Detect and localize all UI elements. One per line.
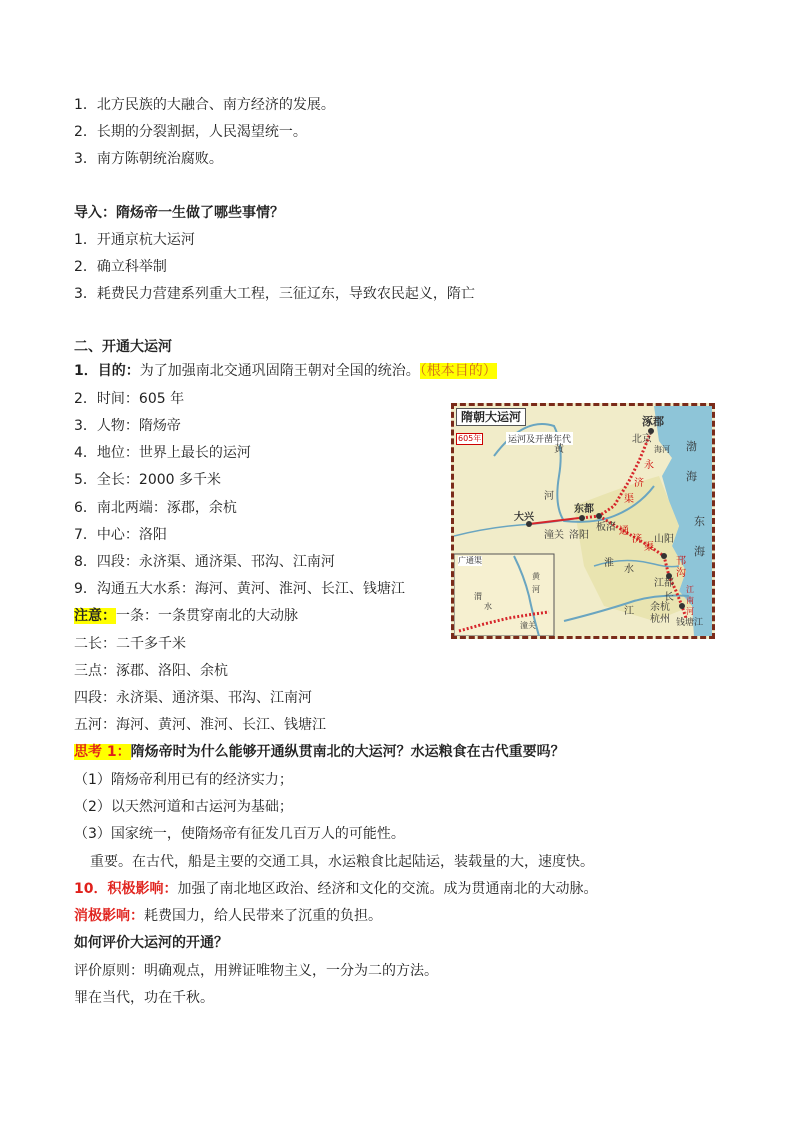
purpose-tag: （根本目的） — [419, 363, 497, 379]
label-qiantang: 钱塘江 — [676, 618, 704, 628]
note-line — [74, 606, 298, 626]
map-legend-year: 605年 — [458, 434, 482, 443]
label-dongdu: 东都 — [574, 504, 594, 515]
fact-person: 3．人物：隋炀帝 — [74, 418, 181, 434]
label-donghai-2: 海 — [694, 545, 705, 558]
label-zhuojun: 涿郡 — [642, 415, 664, 428]
reason-1: （1）隋炀帝利用已有的经济实力； — [74, 772, 293, 788]
label-inset-wei: 渭 — [474, 592, 482, 601]
label-huang: 黄 — [554, 444, 564, 455]
eval-question: 如何评价大运河的开通？ — [74, 935, 228, 951]
purpose-text: 为了加强南北交通巩固隋王朝对全国的统治。 — [139, 363, 420, 379]
sui-canal-map — [451, 403, 715, 639]
note-item-2: 二长：二千多千米 — [74, 636, 186, 652]
label-han: 邗 — [676, 556, 686, 567]
negative-text: 耗费国力，给人民带来了沉重的负担。 — [144, 908, 382, 924]
section-heading: 二、开通大运河 — [74, 339, 172, 355]
intro-item-1: 1．北方民族的大融合、南方经济的发展。 — [74, 97, 335, 113]
label-yuhang: 余杭 — [650, 602, 670, 613]
label-haihe: 海河 — [654, 445, 670, 454]
lead-item-3: 3．耗费民力营建系列重大工程，三征辽东，导致农民起义，隋亡 — [74, 286, 475, 302]
lead-question: 导入：隋炀帝一生做了哪些事情？ — [74, 205, 284, 221]
map-legend-text: 运河及开凿年代 — [506, 432, 573, 445]
city-luoyang — [579, 515, 585, 521]
fact-center: 7．中心：洛阳 — [74, 527, 167, 543]
label-shui: 水 — [624, 564, 634, 575]
positive-label: 10．积极影响： — [74, 881, 178, 897]
positive-line — [74, 879, 597, 899]
think-line — [74, 742, 565, 762]
positive-text: 加强了南北地区政治、经济和文化的交流。成为贯通南北的大动脉。 — [177, 881, 598, 897]
note-item-3: 三点：涿郡、洛阳、余杭 — [74, 663, 228, 679]
fact-length: 5．全长：2000 多千米 — [74, 472, 221, 488]
label-qu: 渠 — [624, 494, 634, 505]
label-tong: 通 — [619, 526, 629, 537]
note-text: 一条：一条贯穿南北的大动脉 — [116, 608, 298, 624]
fact-sections: 8．四段：永济渠、通济渠、邗沟、江南河 — [74, 554, 335, 570]
label-qu2: 渠 — [644, 542, 654, 553]
inset-frame — [454, 554, 554, 636]
label-bohai-1: 渤 — [686, 440, 697, 453]
label-shanyang: 山阳 — [654, 534, 674, 545]
fact-rivers: 9．沟通五大水系：海河、黄河、淮河、长江、钱塘江 — [74, 581, 405, 597]
label-daxing: 大兴 — [514, 512, 534, 523]
reason-2: （2）以天然河道和古运河为基础； — [74, 799, 293, 815]
label-ji: 济 — [634, 478, 644, 489]
map-inset-label: 广通渠 — [458, 556, 482, 565]
label-tongguan: 潼关 — [544, 530, 564, 541]
importance-text: 重要。在古代，船是主要的交通工具，水运粮食比起陆运，装载量的大，速度快。 — [90, 854, 594, 870]
city-yuhang — [679, 603, 685, 609]
label-gou: 沟 — [676, 568, 686, 579]
lead-item-1: 1．开通京杭大运河 — [74, 232, 195, 248]
label-jiangnan: 江南河 — [686, 585, 694, 616]
city-shanyang — [661, 553, 667, 559]
city-banzhu — [596, 513, 602, 519]
label-ji2: 济 — [632, 534, 642, 545]
eval-principle: 评价原则：明确观点，用辨证唯物主义，一分为二的方法。 — [74, 963, 438, 979]
fact-time: 2．时间：605 年 — [74, 391, 185, 407]
think-label: 思考 1： — [74, 744, 131, 760]
label-he: 河 — [544, 491, 554, 502]
label-inset-shui: 水 — [484, 602, 492, 611]
label-beijing: 北京 — [632, 434, 652, 445]
label-hangzhou: 杭州 — [650, 614, 670, 625]
label-luoyang: 洛阳 — [569, 530, 589, 541]
negative-label: 消极影响： — [74, 908, 144, 924]
purpose-line — [74, 361, 497, 381]
fact-ends: 6．南北两端：涿郡，余杭 — [74, 500, 237, 516]
note-item-5: 五河：海河、黄河、淮河、长江、钱塘江 — [74, 717, 326, 733]
label-inset-tongguan: 潼关 — [520, 621, 536, 630]
note-label: 注意： — [74, 608, 116, 624]
purpose-label: 1．目的： — [74, 363, 140, 379]
fact-status: 4．地位：世界上最长的运河 — [74, 445, 251, 461]
intro-item-2: 2．长期的分裂割据，人民渴望统一。 — [74, 124, 307, 140]
lead-item-2: 2．确立科举制 — [74, 259, 167, 275]
label-yong: 永 — [644, 460, 654, 471]
label-inset-huang: 黄 — [532, 572, 540, 581]
note-item-4: 四段：永济渠、通济渠、邗沟、江南河 — [74, 690, 312, 706]
reason-3: （3）国家统一，使隋炀帝有征发几百万人的可能性。 — [74, 826, 405, 842]
negative-line — [74, 906, 382, 926]
label-huai: 淮 — [604, 558, 614, 569]
label-jiang: 江 — [624, 606, 634, 617]
label-inset-he: 河 — [532, 585, 540, 594]
label-banzhu: 板渚 — [596, 522, 616, 533]
label-chang: 长 — [664, 592, 674, 603]
label-jiangdu: 江都 — [654, 578, 674, 589]
map-title: 隋朝大运河 — [456, 408, 526, 426]
think-text: 隋炀帝时为什么能够开通纵贯南北的大运河？水运粮食在古代重要吗？ — [130, 744, 565, 760]
label-bohai-2: 海 — [686, 470, 697, 483]
label-donghai-1: 东 — [694, 515, 705, 528]
eval-conclusion: 罪在当代，功在千秋。 — [74, 990, 214, 1006]
intro-item-3: 3．南方陈朝统治腐败。 — [74, 151, 223, 167]
